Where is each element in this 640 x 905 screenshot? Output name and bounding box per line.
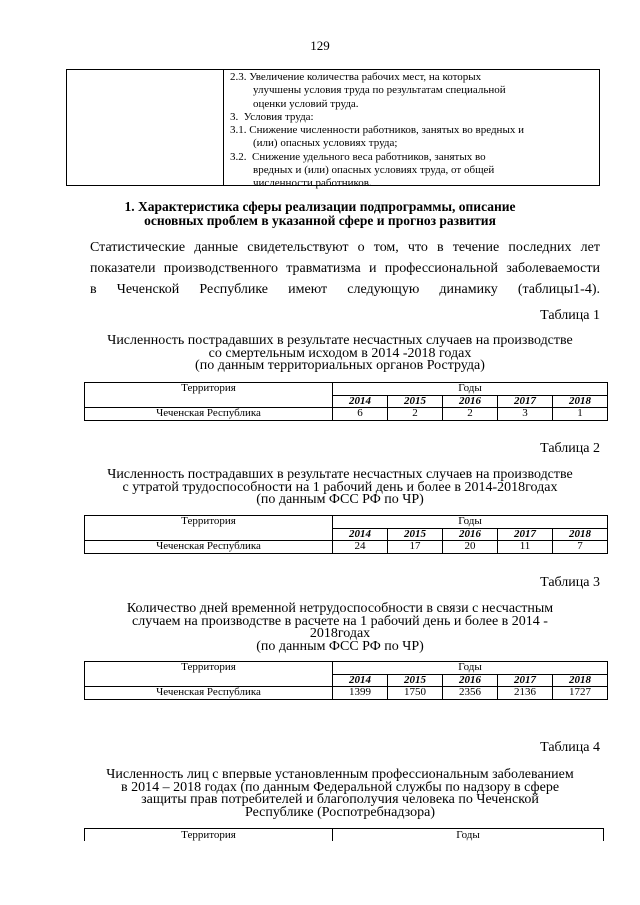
value-cell: 2356 bbox=[443, 687, 498, 700]
table-row bbox=[85, 408, 608, 421]
objectives-table-right-cell bbox=[224, 70, 599, 191]
value-cell: 1 bbox=[553, 408, 608, 421]
objectives-table bbox=[66, 69, 600, 190]
value-cell: 2 bbox=[388, 408, 443, 421]
table-1-title: Численность пострадавших в результате несчастных случаев на производстве со смертельным исходом в 2014 -2018 годах (по данным территориальных органов Роструда) bbox=[107, 333, 573, 373]
year-cell: 2018 bbox=[553, 674, 608, 687]
year-cell: 2014 bbox=[333, 395, 388, 408]
table-3 bbox=[84, 661, 608, 700]
table-row bbox=[85, 541, 608, 554]
years-header: Годы bbox=[333, 662, 608, 675]
value-cell: 7 bbox=[553, 541, 608, 554]
table-2-label: Таблица 2 bbox=[540, 441, 600, 456]
value-cell: 1750 bbox=[388, 687, 443, 700]
year-cell: 2015 bbox=[388, 674, 443, 687]
years-header: Годы bbox=[333, 383, 608, 396]
territory-header: Территория bbox=[85, 383, 333, 408]
table-3-label: Таблица 3 bbox=[540, 575, 600, 590]
years-header: Годы bbox=[333, 829, 604, 842]
table-1 bbox=[84, 382, 608, 421]
year-cell: 2016 bbox=[443, 395, 498, 408]
value-cell: 1727 bbox=[553, 687, 608, 700]
section-title: 1. Характеристика сферы реализации подпрограммы, описание основных проблем в указанной сфере и прогноз развития bbox=[124, 199, 516, 228]
table-4-label: Таблица 4 bbox=[540, 740, 600, 755]
year-cell: 2015 bbox=[388, 528, 443, 541]
year-cell: 2016 bbox=[443, 528, 498, 541]
year-cell: 2015 bbox=[388, 395, 443, 408]
objective-item: 3.1. Снижение численности работников, занятых во вредных и (или) опасных условиях труда; bbox=[230, 124, 524, 150]
row-label: Чеченская Республика bbox=[85, 408, 333, 421]
value-cell: 1399 bbox=[333, 687, 388, 700]
value-cell: 6 bbox=[333, 408, 388, 421]
row-label: Чеченская Республика bbox=[85, 687, 333, 700]
value-cell: 11 bbox=[498, 541, 553, 554]
table-4 bbox=[84, 828, 604, 841]
territory-header: Территория bbox=[85, 516, 333, 541]
objective-item: 2.3. Увеличение количества рабочих мест, на которых улучшены условия труда по результатам специальной оценки условий труда. bbox=[230, 71, 506, 110]
table-3-title: Количество дней временной нетрудоспособности в связи с несчастным случаем на производстве в расчете на 1 рабочий день и более в 2014 - 2018годах (по данным ФСС РФ по ЧР) bbox=[126, 601, 554, 654]
territory-header: Территория bbox=[85, 662, 333, 687]
year-cell: 2017 bbox=[498, 674, 553, 687]
table-4-title: Численность лиц с впервые установленным профессиональным заболеванием в 2014 – 2018 годах (по данным Федеральной службы по надзору в сфере защиты прав потребителей и благополучия человека по Чеченской Республике (Роспотребнадзора) bbox=[106, 767, 574, 820]
value-cell: 3 bbox=[498, 408, 553, 421]
table-1-label: Таблица 1 bbox=[540, 308, 600, 323]
value-cell: 24 bbox=[333, 541, 388, 554]
objective-item: 3. Условия труда: bbox=[230, 110, 314, 123]
years-header: Годы bbox=[333, 516, 608, 529]
year-cell: 2017 bbox=[498, 528, 553, 541]
table-row bbox=[85, 687, 608, 700]
value-cell: 2136 bbox=[498, 687, 553, 700]
year-cell: 2018 bbox=[553, 528, 608, 541]
intro-paragraph: Статистические данные свидетельствуют о том, что в течение последних лет показатели производственного травматизма и профессиональной заболеваемости в Чеченской Республике имеют следующую динамику (таблицы1-4). bbox=[90, 240, 600, 297]
value-cell: 17 bbox=[388, 541, 443, 554]
row-label: Чеченская Республика bbox=[85, 541, 333, 554]
value-cell: 20 bbox=[443, 541, 498, 554]
page-number: 129 bbox=[310, 38, 330, 53]
value-cell: 2 bbox=[443, 408, 498, 421]
year-cell: 2016 bbox=[443, 674, 498, 687]
year-cell: 2017 bbox=[498, 395, 553, 408]
year-cell: 2014 bbox=[333, 528, 388, 541]
territory-header: Территория bbox=[85, 829, 333, 842]
objectives-table-left-cell bbox=[67, 70, 224, 185]
table-2 bbox=[84, 515, 608, 554]
table-2-title: Численность пострадавших в результате несчастных случаев на производстве с утратой трудоспособности на 1 рабочий день и более в 2014-2018годах (по данным ФСС РФ по ЧР) bbox=[107, 467, 573, 507]
year-cell: 2018 bbox=[553, 395, 608, 408]
year-cell: 2014 bbox=[333, 674, 388, 687]
objective-item: 3.2. Снижение удельного веса работников, занятых во вредных и (или) опасных условиях труда, от общей численности работников. bbox=[230, 150, 495, 190]
